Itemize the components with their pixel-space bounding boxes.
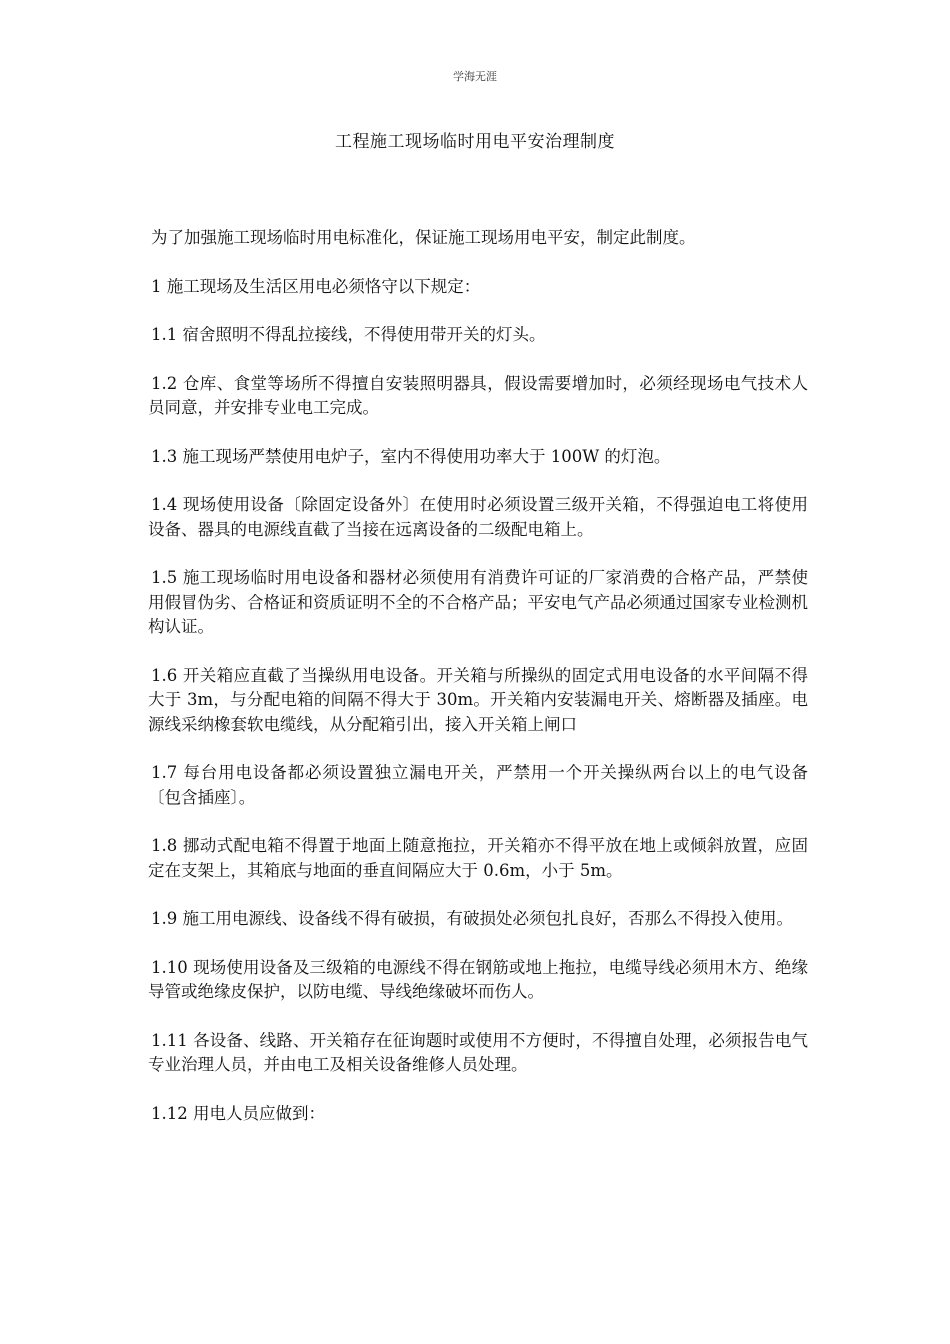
rule-1-5: 1.5 施工现场临时用电设备和器材必须使用有消费许可证的厂家消费的合格产品，严禁使用假冒伪劣、合格证和资质证明不全的不合格产品；平安电气产品必须通过国家专业检测机构认证。 [148,568,808,636]
rule-1-8: 1.8 挪动式配电箱不得置于地面上随意拖拉，开关箱亦不得平放在地上或倾斜放置，应固定在支架上，其箱底与地面的垂直间隔应大于 0.6m，小于 5m。 [148,836,808,880]
rule-1-12: 1.12 用电人员应做到： [151,1103,325,1123]
rule-1-6: 1.6 开关箱应直截了当操纵用电设备。开关箱与所操纵的固定式用电设备的水平间隔不得大于 3m，与分配电箱的间隔不得大于 30m。开关箱内安装漏电开关、熔断器及插座。电源线采纳橡套软电缆线，从分配箱引出，接入开关箱上闸口 [148,665,808,734]
section-heading-1: 1 施工现场及生活区用电必须恪守以下规定： [151,276,481,296]
rule-1-9: 1.9 施工用电源线、设备线不得有破损，有破损处必须包扎良好，否那么不得投入使用。 [151,909,793,928]
rule-1-3: 1.3 施工现场严禁使用电炉子，室内不得使用功率大于 100W 的灯泡。 [151,446,671,466]
document-title: 工程施工现场临时用电平安治理制度 [335,132,615,152]
intro-paragraph: 为了加强施工现场临时用电标准化，保证施工现场用电平安，制定此制度。 [151,228,696,247]
running-header: 学海无涯 [453,70,497,83]
rule-1-7: 1.7 每台用电设备都必须设置独立漏电开关，严禁用一个开关操纵两台以上的电气设备〔包含插座〕。 [148,763,808,807]
rule-1-4: 1.4 现场使用设备〔除固定设备外〕在使用时必须设置三级开关箱，不得强迫电工将使用设备、器具的电源线直截了当接在远离设备的二级配电箱上。 [148,495,808,539]
rule-1-10: 1.10 现场使用设备及三级箱的电源线不得在钢筋或地上拖拉，电缆导线必须用木方、绝缘导管或绝缘皮保护，以防电缆、导线绝缘破坏而伤人。 [148,957,808,1001]
rule-1-1: 1.1 宿舍照明不得乱拉接线，不得使用带开关的灯头。 [151,325,546,344]
rule-1-2: 1.2 仓库、食堂等场所不得擅自安装照明器具，假设需要增加时，必须经现场电气技术人员同意，并安排专业电工完成。 [148,373,808,417]
document-body [148,226,808,1150]
rule-1-11: 1.11 各设备、线路、开关箱存在征询题时或使用不方便时，不得擅自处理，必须报告电气专业治理人员，并由电工及相关设备维修人员处理。 [148,1030,808,1074]
